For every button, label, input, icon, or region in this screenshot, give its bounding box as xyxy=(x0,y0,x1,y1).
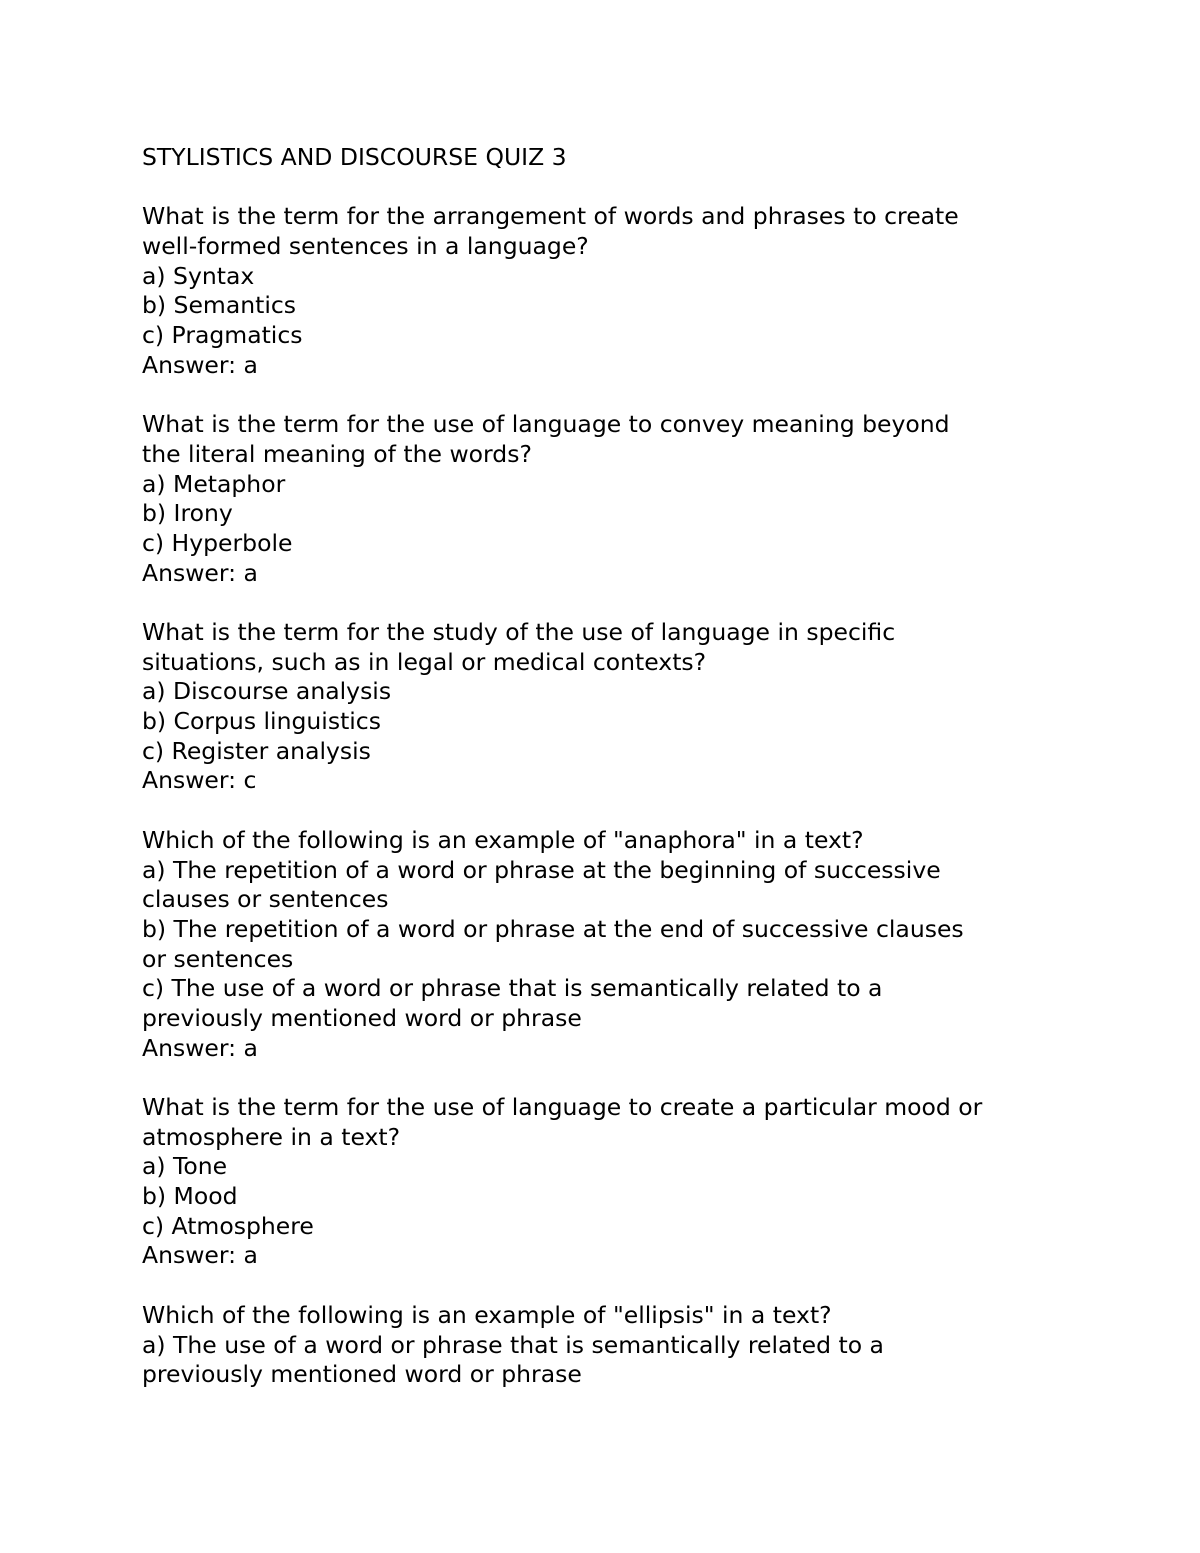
option-a-continued: clauses or sentences xyxy=(142,885,389,914)
option-b: b) Mood xyxy=(142,1182,238,1211)
question-1 xyxy=(142,202,1092,380)
question-text: What is the term for the arrangement of words and phrases to create xyxy=(142,202,959,231)
option-c: c) Atmosphere xyxy=(142,1211,314,1240)
answer: Answer: a xyxy=(142,1241,258,1270)
option-c: c) Hyperbole xyxy=(142,528,293,557)
option-a: a) Discourse analysis xyxy=(142,677,392,706)
document-page xyxy=(142,143,1092,1390)
spacer xyxy=(142,381,1092,411)
option-c: c) Register analysis xyxy=(142,736,371,765)
spacer xyxy=(142,1063,1092,1093)
answer: Answer: a xyxy=(142,558,258,587)
option-a: a) Syntax xyxy=(142,261,255,290)
spacer xyxy=(142,173,1092,203)
question-2 xyxy=(142,410,1092,588)
spacer xyxy=(142,796,1092,826)
spacer xyxy=(142,1271,1092,1301)
question-text: situations, such as in legal or medical contexts? xyxy=(142,647,707,676)
option-c-continued: previously mentioned word or phrase xyxy=(142,1003,582,1032)
option-a: a) Tone xyxy=(142,1152,228,1181)
option-a: a) The repetition of a word or phrase at the beginning of successive xyxy=(142,855,941,884)
option-b: b) Semantics xyxy=(142,291,297,320)
answer: Answer: c xyxy=(142,766,257,795)
question-text: well-formed sentences in a language? xyxy=(142,232,589,261)
question-text: What is the term for the use of language to create a particular mood or xyxy=(142,1093,983,1121)
question-text: What is the term for the use of language to convey meaning beyond xyxy=(142,410,950,439)
option-b-continued: or sentences xyxy=(142,944,294,973)
option-c: c) Pragmatics xyxy=(142,321,303,350)
answer: Answer: a xyxy=(142,1033,258,1062)
question-4 xyxy=(142,826,1092,1064)
option-b: b) The repetition of a word or phrase at the end of successive clauses xyxy=(142,914,964,943)
option-c: c) The use of a word or phrase that is semantically related to a xyxy=(142,974,883,1003)
option-b: b) Irony xyxy=(142,499,233,528)
question-3 xyxy=(142,618,1092,796)
document-title: STYLISTICS AND DISCOURSE QUIZ 3 xyxy=(142,143,567,171)
option-a-continued: previously mentioned word or phrase xyxy=(142,1360,582,1389)
question-text: Which of the following is an example of "ellipsis" in a text? xyxy=(142,1300,832,1329)
question-text: What is the term for the study of the use of language in specific xyxy=(142,618,896,646)
option-a: a) Metaphor xyxy=(142,469,286,498)
spacer xyxy=(142,588,1092,618)
option-b: b) Corpus linguistics xyxy=(142,707,381,736)
question-6 xyxy=(142,1301,1092,1390)
question-5 xyxy=(142,1093,1092,1271)
question-text: Which of the following is an example of "anaphora" in a text? xyxy=(142,825,864,854)
question-text: atmosphere in a text? xyxy=(142,1122,401,1151)
option-a: a) The use of a word or phrase that is semantically related to a xyxy=(142,1330,884,1359)
question-text: the literal meaning of the words? xyxy=(142,439,532,468)
answer: Answer: a xyxy=(142,350,258,379)
